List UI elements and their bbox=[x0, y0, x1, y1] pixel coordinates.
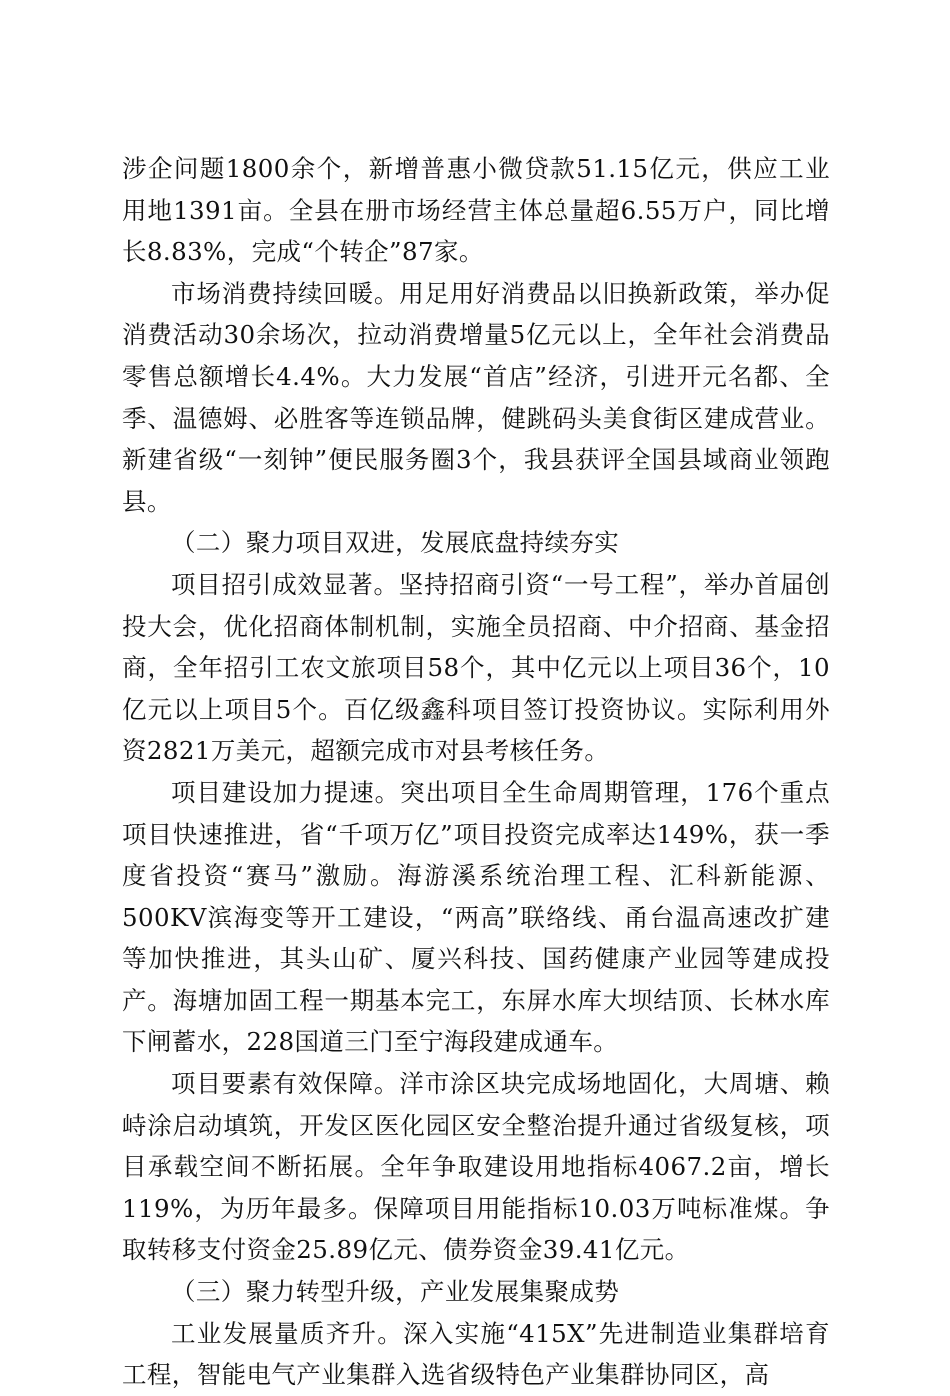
paragraph-project-guarantee: 项目要素有效保障。洋市涂区块完成场地固化，大周塘、赖峙涂启动填筑，开发区医化园区安全整治提升通过省级复核，项目承载空间不断拓展。全年争取建设用地指标4067.2亩，增长119%，为历年最多。保障项目用能指标10.03万吨标准煤。争取转移支付资金25.89亿元、债券资金39.41亿元。 bbox=[122, 1069, 830, 1265]
section-heading-2: （二）聚力项目双进，发展底盘持续夯实 bbox=[171, 528, 620, 558]
paragraph-continued: 涉企问题1800余个，新增普惠小微贷款51.15亿元，供应工业用地1391亩。全县在册市场经营主体总量超6.55万户，同比增长8.83%，完成“个转企”87家。 bbox=[122, 154, 830, 267]
document-body bbox=[122, 148, 830, 1396]
paragraph-market-consumption: 市场消费持续回暖。用足用好消费品以旧换新政策，举办促消费活动30余场次，拉动消费增量5亿元以上，全年社会消费品零售总额增长4.4%。大力发展“首店”经济，引进开元名都、全季、温德姆、必胜客等连锁品牌，健跳码头美食街区建成营业。新建省级“一刻钟”便民服务圈3个，我县获评全国县域商业领跑县。 bbox=[122, 278, 830, 516]
section-heading-3: （三）聚力转型升级，产业发展集聚成势 bbox=[171, 1277, 620, 1307]
paragraph-project-investment: 项目招引成效显著。坚持招商引资“一号工程”，举办首届创投大会，优化招商体制机制，实施全员招商、中介招商、基金招商，全年招引工农文旅项目58个，其中亿元以上项目36个，10亿元以上项目5个。百亿级鑫科项目签订投资协议。实际利用外资2821万美元，超额完成市对县考核任务。 bbox=[122, 569, 830, 766]
paragraph-project-construction: 项目建设加力提速。突出项目全生命周期管理，176个重点项目快速推进，省“千项万亿”项目投资完成率达149%，获一季度省投资“赛马”激励。海游溪系统治理工程、汇科新能源、500KV滨海变等开工建设，“两高”联络线、甬台温高速改扩建等加快推进，其头山矿、厦兴科技、国药健康产业园等建成投产。海塘加固工程一期基本完工，东屏水库大坝结顶、长林水库下闸蓄水，228国道三门至宁海段建成通车。 bbox=[122, 777, 830, 1057]
paragraph-industry-development: 工业发展量质齐升。深入实施“415X”先进制造业集群培育工程，智能电气产业集群入选省级特色产业集群协同区，高 bbox=[122, 1318, 830, 1390]
